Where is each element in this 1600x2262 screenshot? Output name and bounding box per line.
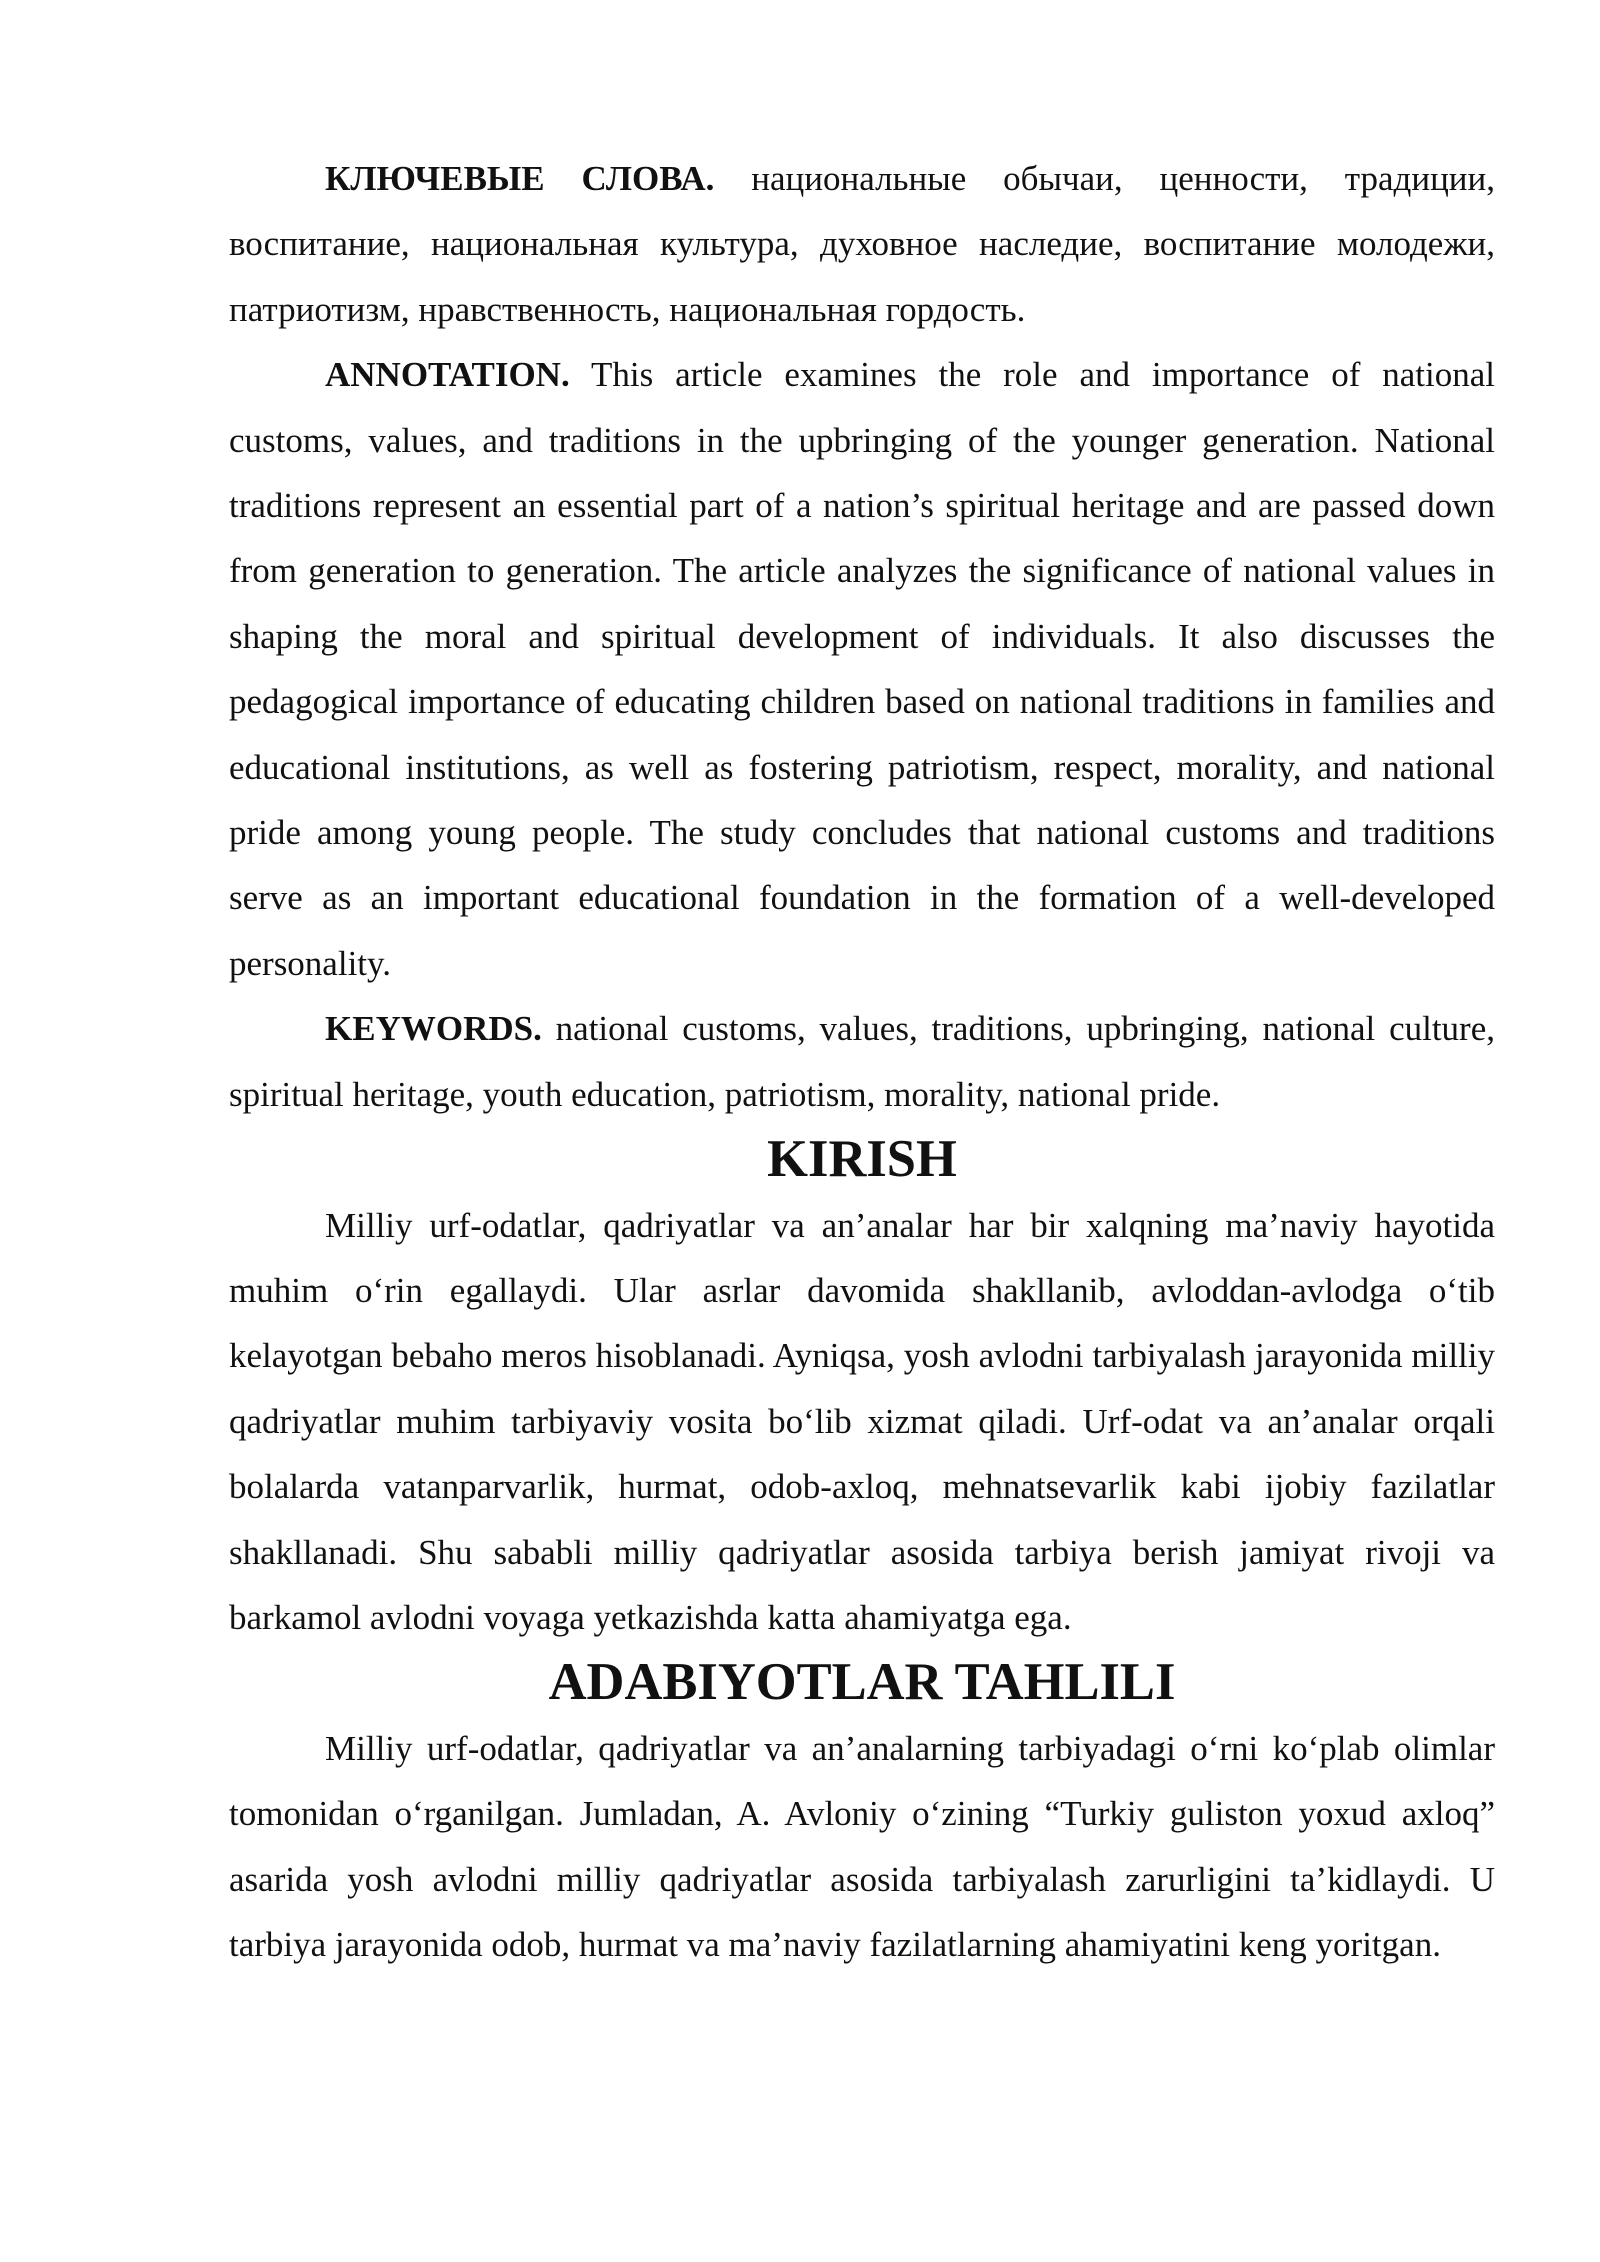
adabiyotlar-paragraph: Milliy urf-odatlar, qadriyatlar va an’analarning tarbiyadagi o‘rni ko‘plab olimlar tomonidan o‘rganilgan. Jumladan, A. Avloniy o‘zining “Turkiy guliston yoxud axloq” asarida yosh avlodni milliy qadriyatlar asosida tarbiyalash zarurligini ta’kidlaydi. U tarbiya jarayonida odob, hurmat va ma’naviy fazilatlarning ahamiyatini keng yoritgan. [229,1728,1495,1964]
keywords-text: national customs, values, traditions, upbringing, national culture, spiritual heritage, youth education, patriotism, morality, national pride. [229,1009,1495,1114]
keywords-paragraph [229,996,1495,1127]
ru-keywords-label: КЛЮЧЕВЫЕ СЛОВА. [325,159,715,198]
annotation-paragraph [229,342,1495,996]
annotation-label: ANNOTATION. [325,355,570,395]
kirish-paragraph: Milliy urf-odatlar, qadriyatlar va an’analar har bir xalqning ma’naviy hayotida muhim o‘rin egallaydi. Ular asrlar davomida shakllanib, avloddan-avlodga o‘tib kelayotgan bebaho meros hisoblanadi. Ayniqsa, yosh avlodni tarbiyalash jarayonida milliy qadriyatlar muhim tarbiyaviy vosita bo‘lib xizmat qiladi. Urf-odat va an’analar orqali bolalarda vatanparvarlik, hurmat, odob-axloq, mehnatsevarlik kabi ijobiy fazilatlar shakllanadi. Shu sababli milliy qadriyatlar asosida tarbiya berish jamiyat rivoji va barkamol avlodni voyaga yetkazishda katta ahamiyatga ega. [229,1205,1495,1637]
adabiyotlar-heading: ADABIYOTLAR TAHLILI [548,1653,1176,1712]
ru-keywords-paragraph [229,146,1495,342]
document-page [229,146,1495,1977]
annotation-text: This article examines the role and importance of national customs, values, and traditions in the upbringing of the younger generation. National traditions represent an essential part of a nation’s spiritual heritage and are passed down from generation to generation. The article analyzes the significance of national values in shaping the moral and spiritual development of individuals. It also discusses the pedagogical importance of educating children based on national traditions in families and educational institutions, as well as fostering patriotism, respect, morality, and national pride among young people. The study concludes that national customs and traditions serve as an important educational foundation in the formation of a well-developed personality. [229,355,1495,983]
keywords-label: KEYWORDS. [325,1009,542,1049]
ru-keywords-text: национальные обычаи, ценности, традиции, воспитание, национальная культура, духовное наследие, воспитание молодежи, патриотизм, нравственность, национальная гордость. [229,159,1496,329]
kirish-heading: KIRISH [767,1130,957,1189]
